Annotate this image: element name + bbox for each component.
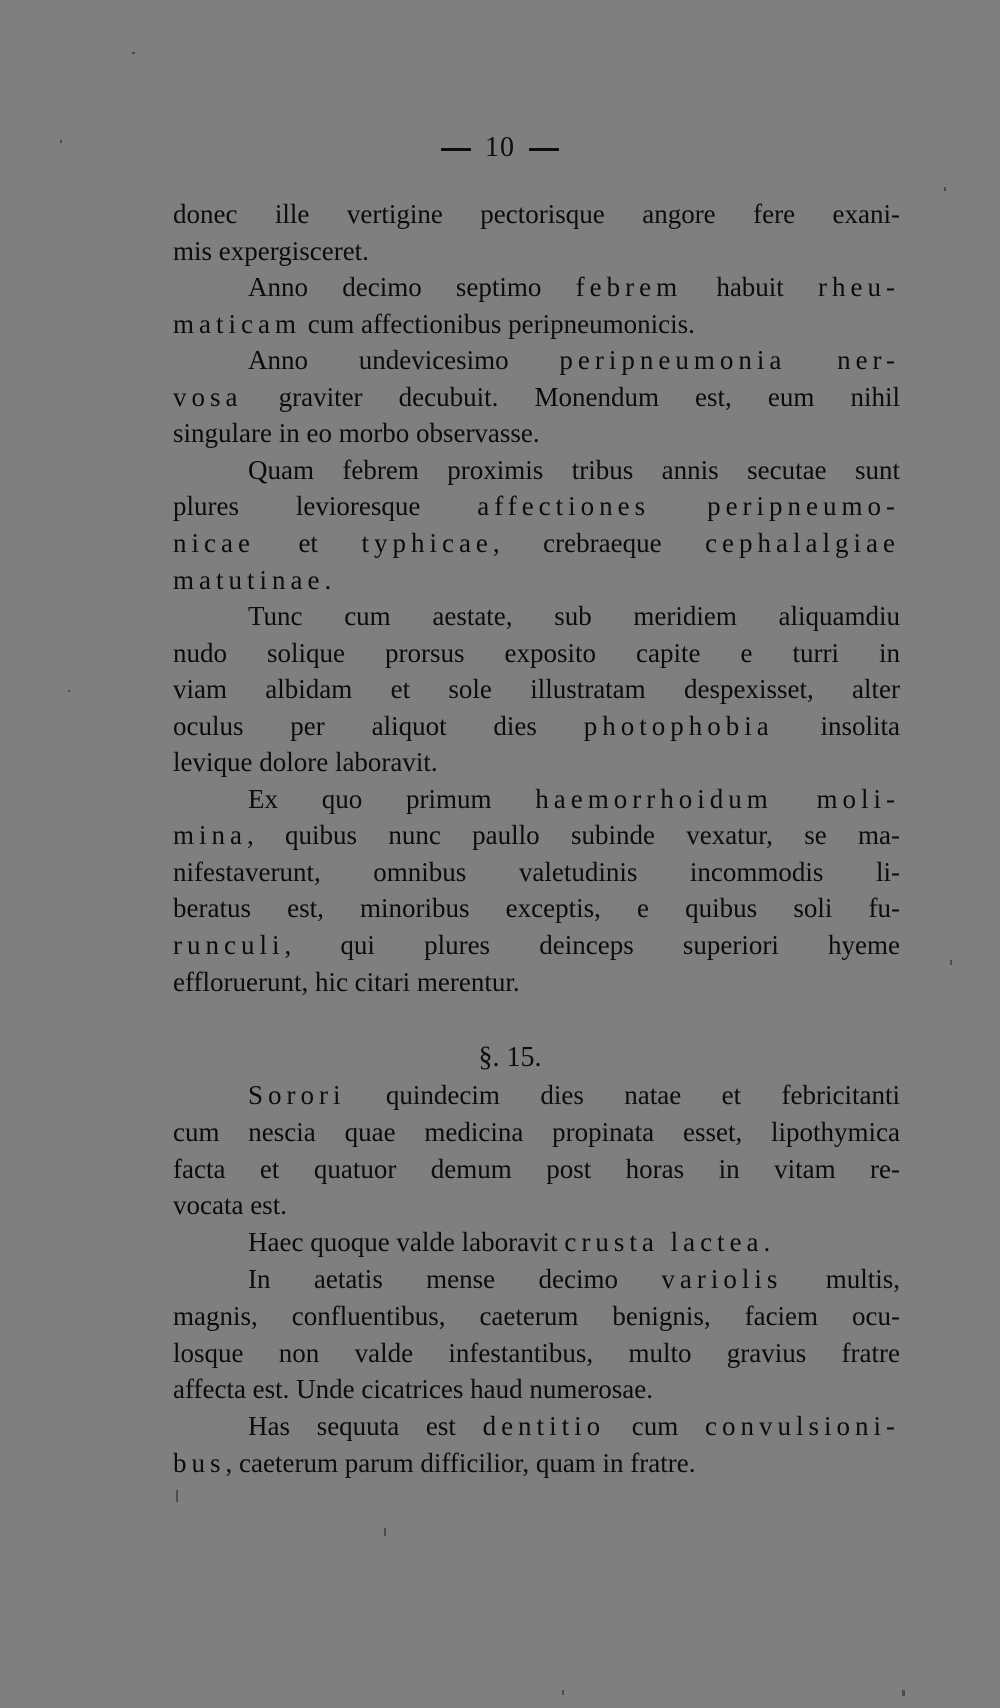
text-run: , qui plures deinceps superiori hyeme <box>284 930 900 960</box>
text-line <box>173 269 900 305</box>
spaced-emphasis: maticam <box>173 308 301 339</box>
text-line: effloruerunt, hic citari merentur. <box>173 966 520 997</box>
page-number <box>0 132 1000 164</box>
spaced-emphasis: moli- <box>816 783 900 814</box>
paper-speck <box>176 1490 178 1502</box>
text-line: nifestaverunt, omnibus valetudinis incommodis li- <box>173 856 900 887</box>
text-run: , crebraeque <box>492 527 706 558</box>
text-run: Haec quoque valde laboravit <box>248 1227 565 1258</box>
text-run: habuit <box>682 272 819 303</box>
text-run: cum <box>605 1411 705 1442</box>
text-run <box>773 784 817 814</box>
spaced-emphasis: peripneumo- <box>707 491 901 522</box>
text-run: , quibus nunc paullo subinde vexatur, se ma- <box>247 820 900 851</box>
text-run: insolita <box>773 710 900 741</box>
text-line: vocata est. <box>173 1190 287 1221</box>
spaced-emphasis: runculi <box>173 930 285 960</box>
text-run: plures levioresque <box>173 491 478 522</box>
spaced-emphasis: Sorori <box>248 1080 346 1110</box>
spaced-emphasis: variolis <box>661 1264 783 1294</box>
spaced-emphasis: dentitio <box>482 1411 606 1442</box>
text-run <box>786 345 837 375</box>
paper-speck <box>562 1690 564 1695</box>
text-run: In aetatis mense decimo <box>248 1264 662 1294</box>
text-line <box>173 1261 900 1297</box>
text-line <box>173 306 900 342</box>
text-line: levique dolore laboravit. <box>173 747 438 778</box>
text-line <box>173 562 900 598</box>
paper-speck <box>944 187 946 191</box>
text-run: Anno undevicesimo <box>248 345 560 376</box>
spaced-emphasis: typhicae <box>361 527 493 558</box>
text-line <box>173 927 900 963</box>
paper-speck <box>68 690 70 692</box>
text-line: magnis, confluentibus, caeterum benignis, faciem ocu- <box>173 1300 900 1331</box>
text-line: facta et quatuor demum post horas in vitam re- <box>173 1153 900 1184</box>
text-line <box>173 708 900 744</box>
text-line <box>173 488 900 524</box>
text-line: cum nescia quae medicina propinata esset, lipothymica <box>173 1116 900 1147</box>
text-line <box>173 1445 900 1481</box>
spaced-emphasis: rheu- <box>818 272 900 303</box>
text-run: oculus per aliquot dies <box>173 710 584 741</box>
text-run: multis, <box>782 1264 901 1294</box>
spaced-emphasis: ner- <box>837 345 900 376</box>
text-line <box>173 379 900 415</box>
spaced-emphasis: photophobia <box>583 710 774 741</box>
text-line <box>173 1408 900 1444</box>
text-line: Quam febrem proximis tribus annis secutae sunt <box>248 454 900 485</box>
section-heading: §. 15. <box>478 1042 542 1073</box>
spaced-emphasis: convulsioni- <box>704 1411 900 1442</box>
text-run: quindecim dies natae et febricitanti <box>345 1080 900 1110</box>
spaced-emphasis: nicae <box>173 527 255 558</box>
text-line: affecta est. Unde cicatrices haud numerosae. <box>173 1374 654 1405</box>
text-run: , caeterum parum difficilior, quam in fratre. <box>225 1448 696 1478</box>
text-line: singulare in eo morbo observasse. <box>173 418 540 449</box>
spaced-emphasis: cephalalgiae <box>705 527 900 558</box>
spaced-emphasis: haemorrhoidum <box>535 783 773 814</box>
spaced-emphasis: febrem <box>575 272 683 303</box>
spaced-emphasis: bus <box>173 1448 226 1478</box>
text-line: donec ille vertigine pectorisque angore fere exani- <box>173 199 900 229</box>
text-run: . <box>763 1227 771 1258</box>
text-run: . <box>324 564 332 595</box>
text-line <box>173 1077 900 1113</box>
text-line: mis expergisceret. <box>173 235 369 266</box>
spaced-emphasis: affectiones <box>477 491 651 522</box>
paper-speck <box>950 960 952 965</box>
text-line: nudo solique prorsus exposito capite e turri in <box>173 637 900 668</box>
text-line <box>173 781 900 817</box>
dash-right <box>529 148 559 151</box>
paper-speck <box>60 140 62 143</box>
spaced-emphasis: vosa <box>173 381 243 412</box>
text-run <box>650 491 707 521</box>
text-line: viam albidam et sole illustratam despexisset, alter <box>173 674 900 705</box>
text-run: Has sequuta est <box>248 1411 483 1442</box>
text-run: Ex quo primum <box>248 783 536 814</box>
spaced-emphasis: peripneumonia <box>559 345 787 376</box>
spaced-emphasis: matutinae <box>173 564 325 595</box>
text-run: Anno decimo septimo <box>248 272 576 303</box>
text-run: cum affectionibus peripneumonicis. <box>300 308 695 339</box>
paper-speck <box>902 1690 905 1696</box>
text-line: Tunc cum aestate, sub meridiem aliquamdiu <box>248 601 900 632</box>
text-line <box>173 1224 900 1260</box>
text-run: et <box>254 527 362 558</box>
text-line: beratus est, minoribus exceptis, e quibus soli fu- <box>173 893 900 924</box>
text-line <box>173 342 900 378</box>
text-line <box>173 817 900 853</box>
paper-speck <box>132 52 135 54</box>
spaced-emphasis: crusta lactea <box>564 1227 764 1258</box>
text-line <box>173 525 900 561</box>
text-line: losque non valde infestantibus, multo gravius fratre <box>173 1337 900 1368</box>
dash-left <box>441 148 471 151</box>
page-number-text: 10 <box>485 132 515 163</box>
text-run: graviter decubuit. Monendum est, eum nihil <box>242 381 900 412</box>
paper-speck <box>384 1528 386 1536</box>
spaced-emphasis: mina <box>173 820 247 851</box>
